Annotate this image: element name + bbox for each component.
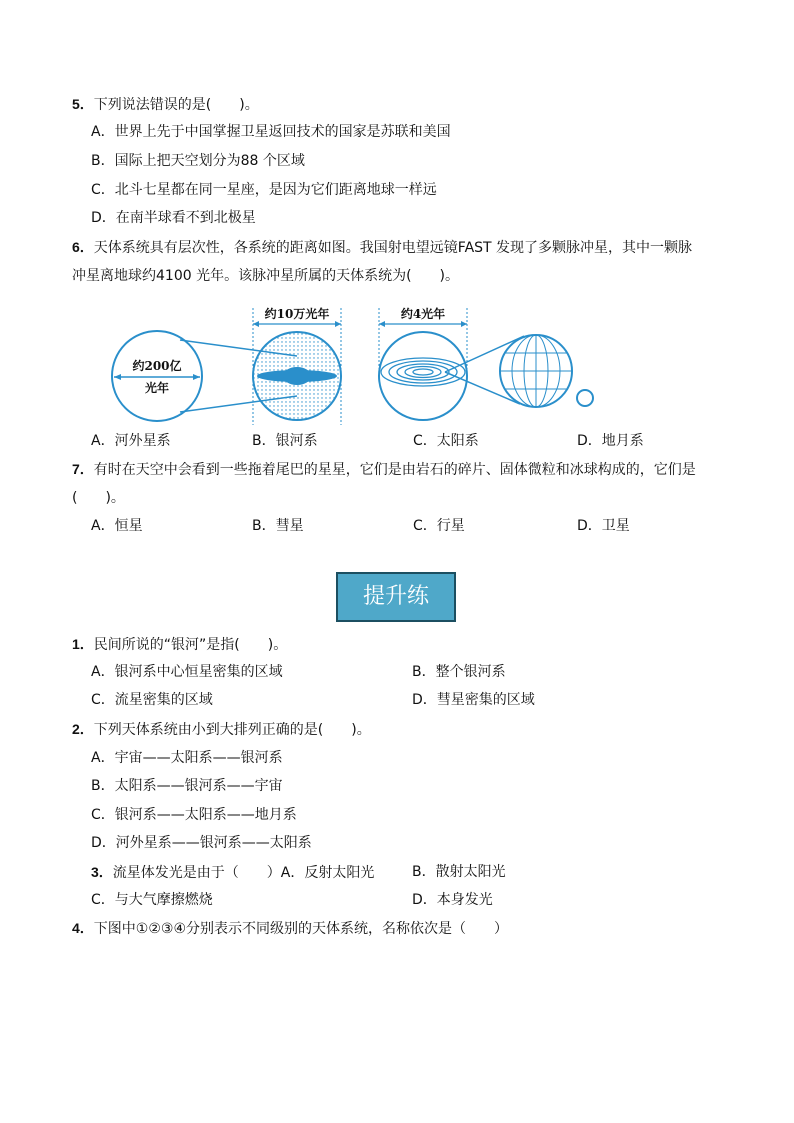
p1-number: 1．: [72, 636, 94, 652]
q7-option-a[interactable]: A．恒星: [91, 518, 143, 534]
q6-stem-line2: 冲星离地球约4100 光年。该脉冲星所属的天体系统为( )。: [72, 268, 460, 284]
solar-width-label: 约4光年: [400, 307, 446, 321]
p1-stem: [72, 634, 287, 655]
q5-option-b[interactable]: B．国际上把天空划分为88 个区域: [91, 153, 305, 169]
p2-option-b[interactable]: B．太阳系——银河系——宇宙: [91, 778, 283, 794]
q7-text-1: 有时在天空中会看到一些拖着尾巴的星星，它们是由岩石的碎片、固体微粒和冰球构成的，它们是: [93, 462, 696, 478]
p4-number: 4．: [72, 920, 94, 936]
p2-number: 2．: [72, 721, 94, 737]
q5-option-d[interactable]: D．在南半球看不到北极星: [91, 210, 256, 226]
p2-text: 下列天体系统由小到大排列正确的是( )。: [93, 722, 371, 738]
p1-option-b[interactable]: B．整个银河系: [412, 664, 506, 680]
p3-option-d[interactable]: D．本身发光: [412, 892, 493, 908]
p1-option-c[interactable]: C．流星密集的区域: [91, 692, 213, 708]
p2-option-d[interactable]: D．河外星系——银河系——太阳系: [91, 835, 312, 851]
p3-stem: [91, 862, 374, 883]
p2-stem: [72, 719, 371, 740]
q6-option-a[interactable]: A．河外星系: [91, 433, 171, 449]
q5-text: 下列说法错误的是( )。: [93, 97, 259, 113]
universe-size-label-1: 约200亿: [132, 359, 182, 373]
q6-option-c[interactable]: C．太阳系: [413, 433, 479, 449]
universe-size-label-2: 光年: [144, 381, 170, 395]
p3-option-b[interactable]: B．散射太阳光: [412, 864, 506, 880]
galaxy-width-label: 约10万光年: [264, 307, 330, 321]
q5-stem: [72, 94, 259, 115]
celestial-systems-figure: [100, 300, 600, 425]
q6-option-b[interactable]: B．银河系: [252, 433, 318, 449]
p1-option-d[interactable]: D．彗星密集的区域: [412, 692, 535, 708]
section-title: 提升练: [336, 572, 456, 622]
moon-circle: [577, 390, 593, 406]
p2-option-c[interactable]: C．银河系——太阳系——地月系: [91, 807, 297, 823]
p1-option-a[interactable]: A．银河系中心恒星密集的区域: [91, 664, 283, 680]
q5-option-c[interactable]: C．北斗七星都在同一星座，是因为它们距离地球一样远: [91, 182, 437, 198]
q7-stem-line2: ( )。: [72, 490, 125, 506]
p1-text: 民间所说的“银河”是指( )。: [93, 637, 288, 653]
q5-number: 5．: [72, 96, 94, 112]
p4-stem: [72, 918, 508, 939]
q7-option-b[interactable]: B．彗星: [252, 518, 304, 534]
p3-number: 3．: [91, 864, 113, 880]
q5-option-a[interactable]: A．世界上先于中国掌握卫星返回技术的国家是苏联和美国: [91, 124, 451, 140]
q7-stem-line1: [72, 459, 696, 480]
p4-text: 下图中①②③④分别表示不同级别的天体系统，名称依次是（ ）: [93, 921, 508, 937]
q7-option-c[interactable]: C．行星: [413, 518, 465, 534]
q7-number: 7．: [72, 461, 94, 477]
universe-circle: [112, 331, 202, 421]
q7-option-d[interactable]: D．卫星: [577, 518, 630, 534]
q6-text-1: 天体系统具有层次性，各系统的距离如图。我国射电望远镜FAST 发现了多颗脉冲星，其中一颗脉: [93, 240, 693, 256]
q6-option-d[interactable]: D．地月系: [577, 433, 644, 449]
p3-option-c[interactable]: C．与大气摩擦燃烧: [91, 892, 213, 908]
p2-option-a[interactable]: A．宇宙——太阳系——银河系: [91, 750, 283, 766]
q6-stem-line1: [72, 237, 692, 258]
q6-number: 6．: [72, 239, 94, 255]
p3-text: 流星体发光是由于（ ）A．反射太阳光: [112, 865, 375, 881]
